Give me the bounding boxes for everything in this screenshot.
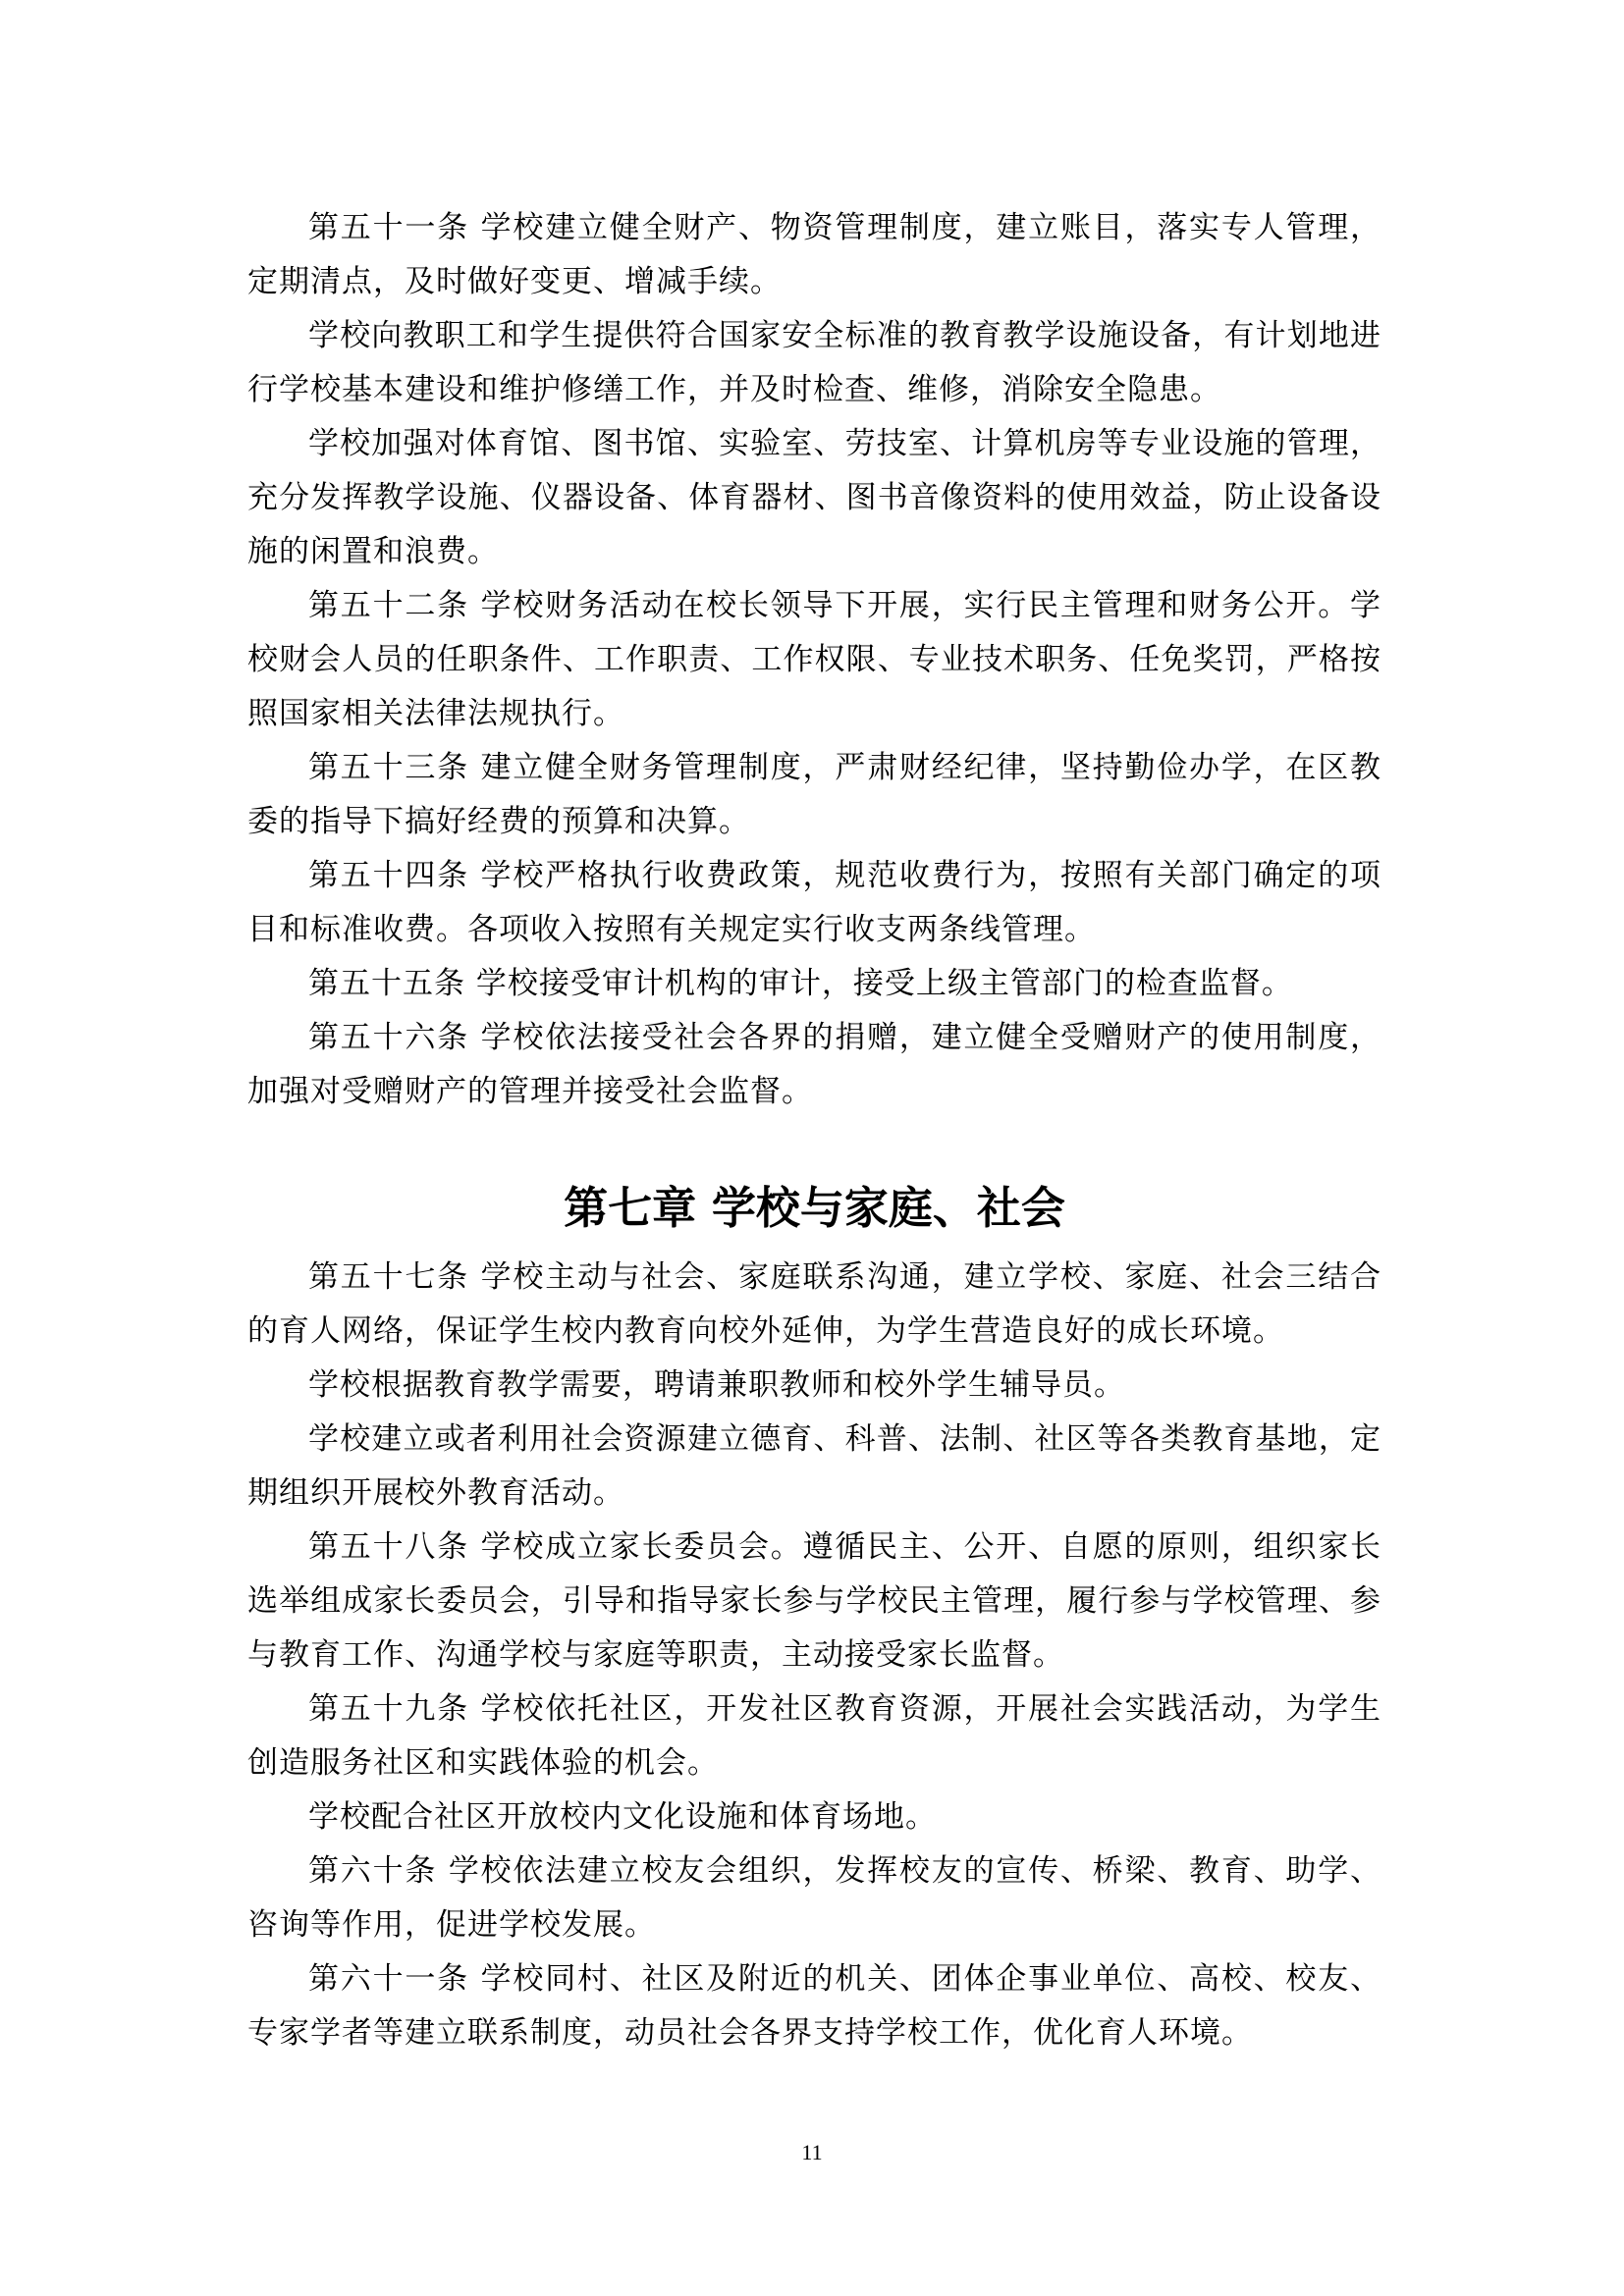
article-59-paragraph: 第五十九条 学校依托社区，开发社区教育资源，开展社会实践活动，为学生创造服务社区和实践体验的机会。 <box>247 1691 1381 1781</box>
article-60-paragraph: 第六十条 学校依法建立校友会组织，发挥校友的宣传、桥梁、教育、助学、咨询等作用，促进学校发展。 <box>247 1853 1381 1943</box>
article-51-paragraph: 第五十一条 学校建立健全财产、物资管理制度，建立账目，落实专人管理，定期清点，及时做好变更、增减手续。 <box>247 210 1381 299</box>
article-54-paragraph: 第五十四条 学校严格执行收费政策，规范收费行为，按照有关部门确定的项目和标准收费。各项收入按照有关规定实行收支两条线管理。 <box>247 858 1381 947</box>
article-57-paragraph: 第五十七条 学校主动与社会、家庭联系沟通，建立学校、家庭、社会三结合的育人网络，保证学生校内教育向校外延伸，为学生营造良好的成长环境。 <box>247 1259 1381 1349</box>
education-base-paragraph: 学校建立或者利用社会资源建立德育、科普、法制、社区等各类教育基地，定期组织开展校外教育活动。 <box>247 1421 1381 1511</box>
facilities-paragraph: 学校向教职工和学生提供符合国家安全标准的教育教学设施设备，有计划地进行学校基本建设和维护修缮工作，并及时检查、维修，消除安全隐患。 <box>247 318 1381 407</box>
article-56-paragraph: 第五十六条 学校依法接受社会各界的捐赠，建立健全受赠财产的使用制度，加强对受赠财产的管理并接受社会监督。 <box>247 1020 1381 1109</box>
article-52-paragraph: 第五十二条 学校财务活动在校长领导下开展，实行民主管理和财务公开。学校财会人员的任职条件、工作职责、工作权限、专业技术职务、任免奖罚，严格按照国家相关法律法规执行。 <box>247 588 1381 731</box>
page-content <box>247 201 1381 2060</box>
page-number: 11 <box>801 2140 823 2164</box>
special-facilities-paragraph: 学校加强对体育馆、图书馆、实验室、劳技室、计算机房等专业设施的管理，充分发挥教学设施、仪器设备、体育器材、图书音像资料的使用效益，防止设备设施的闲置和浪费。 <box>247 426 1381 569</box>
article-53-paragraph: 第五十三条 建立健全财务管理制度，严肃财经纪律，坚持勤俭办学，在区教委的指导下搞好经费的预算和决算。 <box>247 750 1381 839</box>
article-61-paragraph: 第六十一条 学校同村、社区及附近的机关、团体企事业单位、高校、校友、专家学者等建立联系制度，动员社会各界支持学校工作，优化育人环境。 <box>247 1961 1381 2051</box>
article-55-paragraph: 第五十五条 学校接受审计机构的审计，接受上级主管部门的检查监督。 <box>308 966 1293 1001</box>
chapter-title: 第七章 学校与家庭、社会 <box>564 1182 1065 1234</box>
community-facilities-paragraph: 学校配合社区开放校内文化设施和体育场地。 <box>308 1799 937 1835</box>
teachers-paragraph: 学校根据教育教学需要，聘请兼职教师和校外学生辅导员。 <box>308 1367 1125 1403</box>
article-58-paragraph: 第五十八条 学校成立家长委员会。遵循民主、公开、自愿的原则，组织家长选举组成家长委员会，引导和指导家长参与学校民主管理，履行参与学校管理、参与教育工作、沟通学校与家庭等职责，主动接受家长监督。 <box>247 1529 1381 1673</box>
